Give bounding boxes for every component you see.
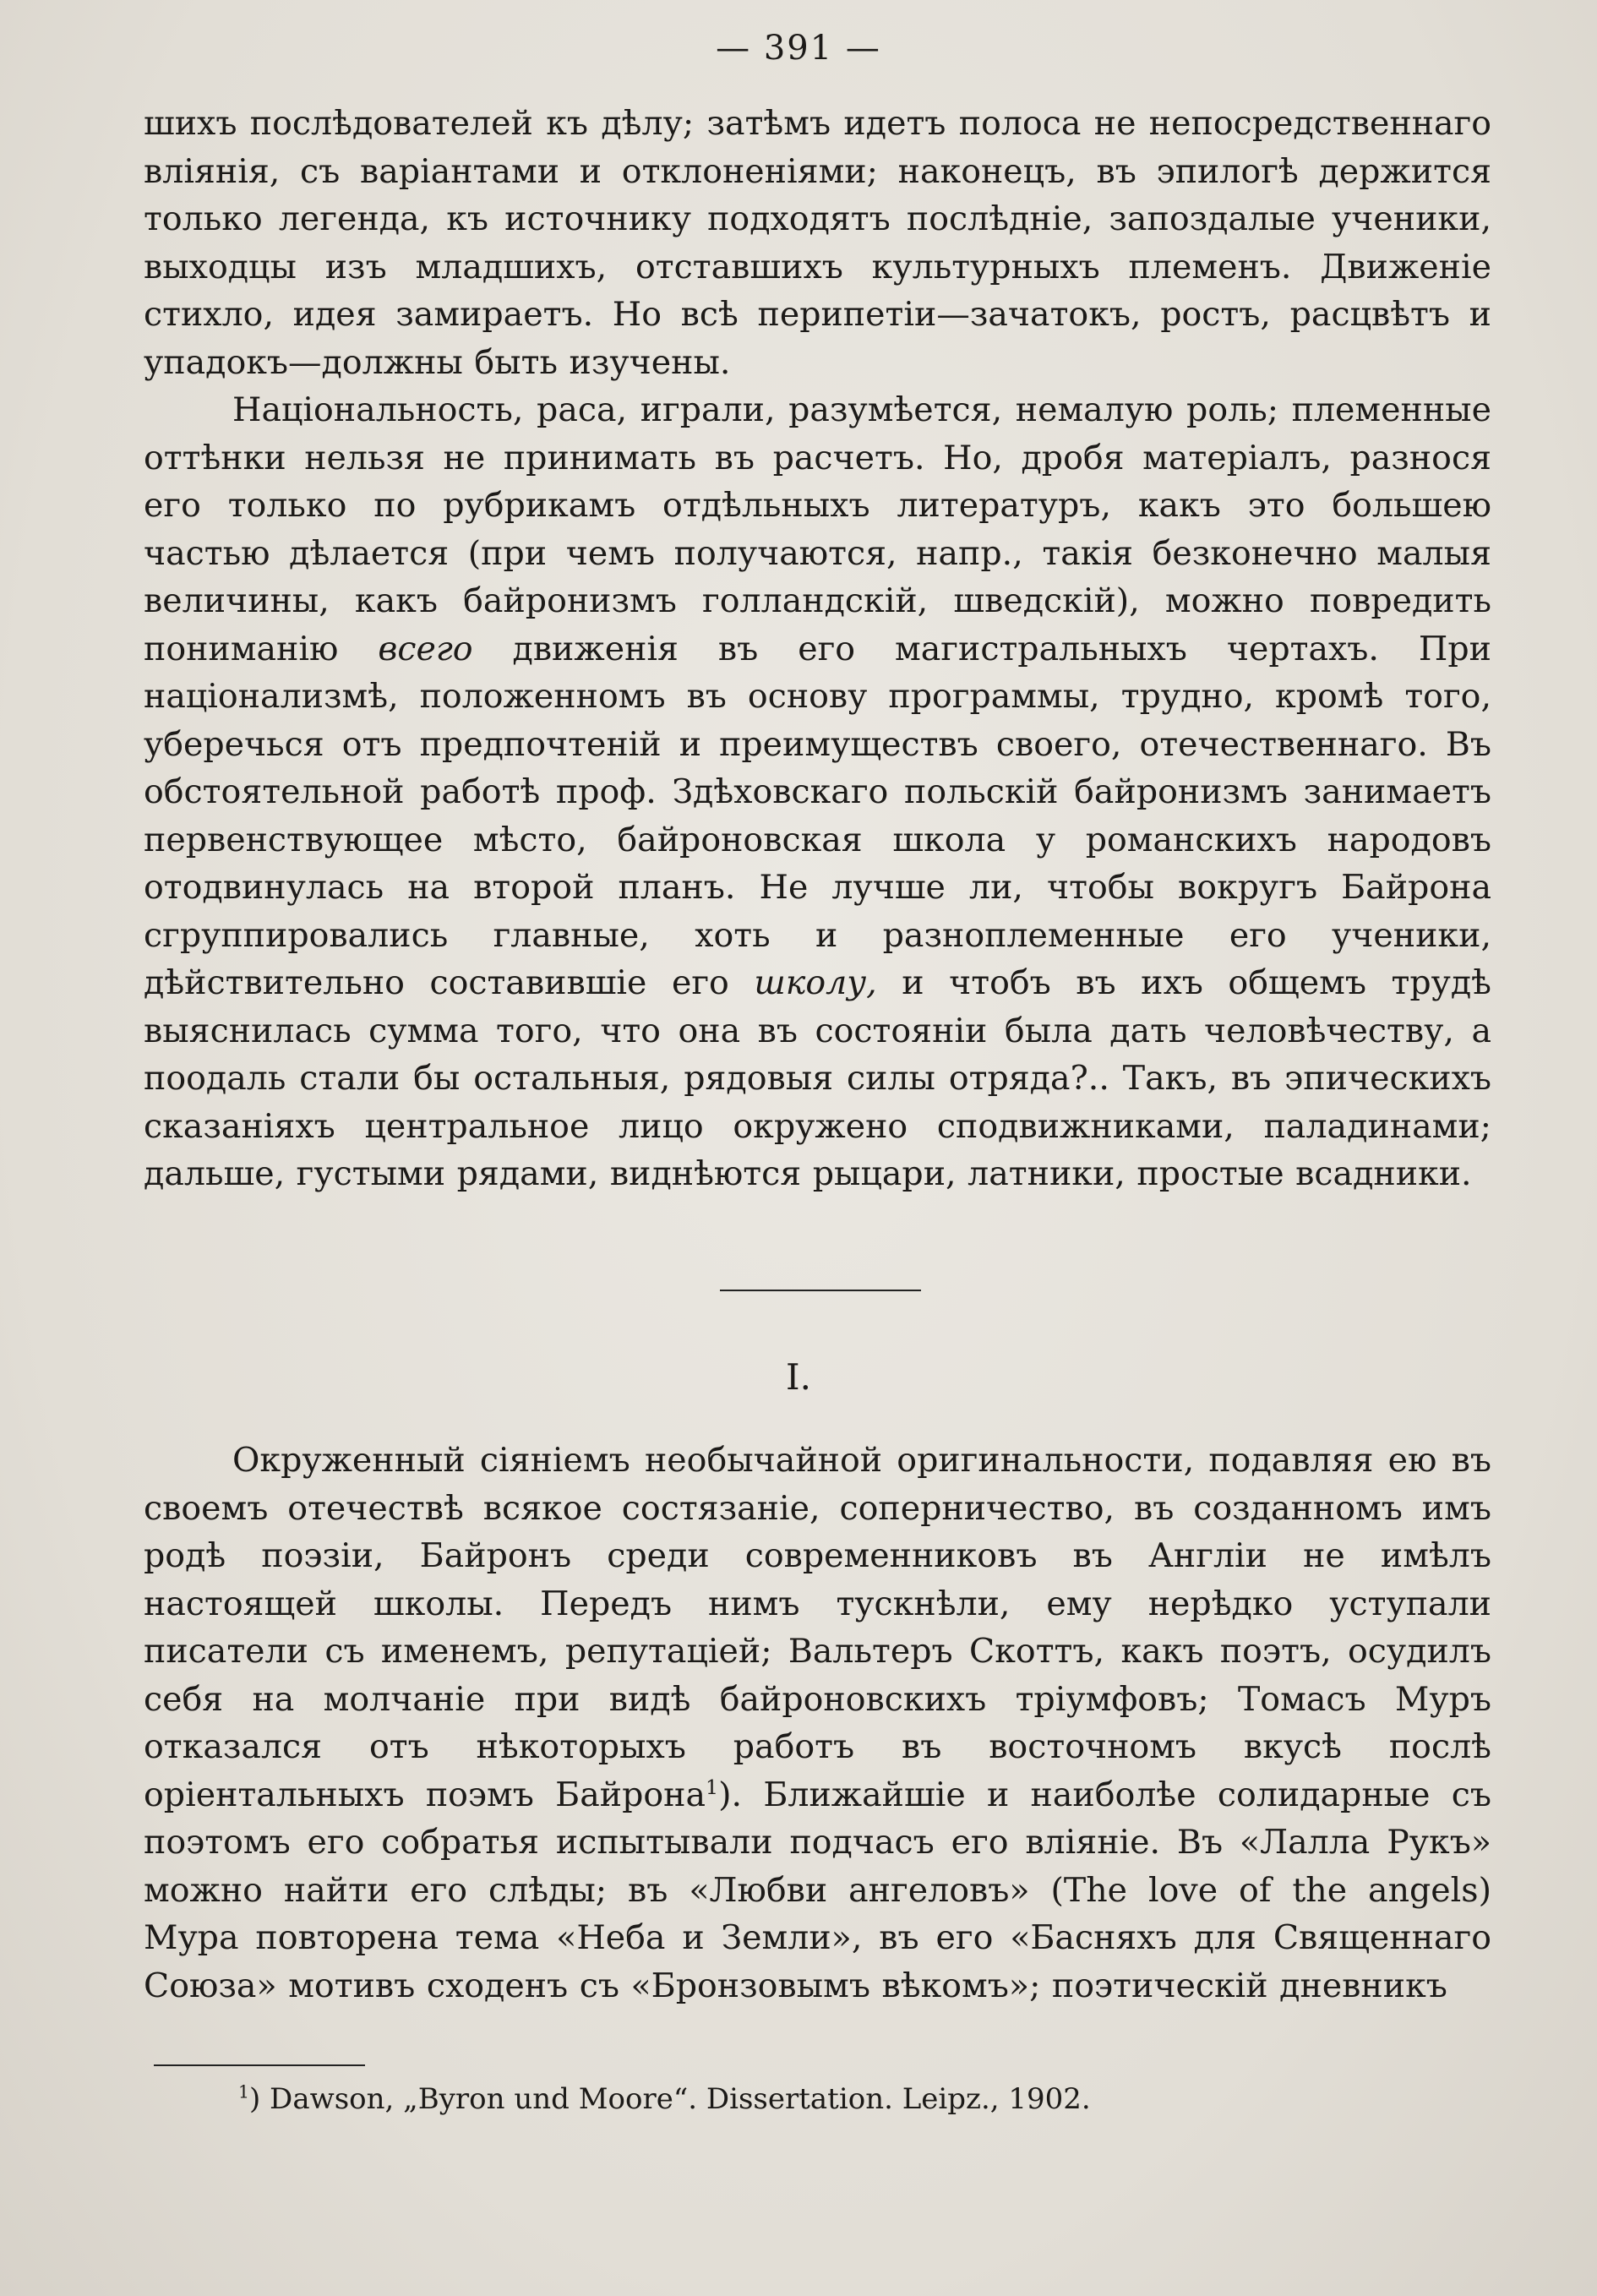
footnote <box>238 2081 1506 2118</box>
paragraph-2-part-a: Національность, раса, играли, разумѣется, немалую роль; племенные оттѣнки нельзя не принимать въ расчетъ. Но, дробя матеріалъ, разнося его только по рубрикамъ отдѣльныхъ литературъ, какъ это большею частью дѣлается (при чемъ получаются, напр., такія безконечно малыя величины, какъ байронизмъ голландскій, шведскій), можно повредить пониманію <box>144 390 1491 668</box>
section-paragraph-part-b: ). Ближайшіе и наиболѣе солидарные съ поэтомъ его собратья испытывали подчасъ его вліяніе. Въ «Лалла Рукъ» можно найти его слѣды; въ «Любви ангеловъ» (The love of the angels) Мура повторена тема «Неба и Земли», въ его «Басняхъ для Священнаго Союза» мотивъ сходенъ съ «Бронзовымъ вѣкомъ»; поэтическій дневникъ <box>144 1775 1491 2005</box>
intro-text <box>144 100 1491 1198</box>
section-divider <box>720 1290 921 1291</box>
footnote-marker: 1 <box>238 2081 249 2102</box>
paragraph-2-part-c: и чтобъ въ ихъ общемъ трудѣ выяснилась сумма того, что она въ состояніи была дать человѣчеству, а поодаль стали бы остальныя, рядовыя силы отряда?.. Такъ, въ эпическихъ сказаніяхъ центральное лицо окружено сподвижниками, паладинами; дальше, густыми рядами, виднѣются рыцари, латники, простые всадники. <box>144 963 1491 1193</box>
section-text <box>144 1437 1491 2010</box>
paragraph-2 <box>144 386 1491 1198</box>
paragraph-2-part-b: движенія въ его магистральныхъ чертахъ. При націонализмѣ, положенномъ въ основу программы, трудно, кромѣ того, уберечься отъ предпочтеній и преимуществъ своего, отечественнаго. Въ обстоятельной работѣ проф. Здѣховскаго польскій байронизмъ занимаетъ первенствующее мѣсто, байроновская школа у романскихъ народовъ отодвинулась на второй планъ. Не лучше ли, чтобы вокругъ Байрона сгруппировались главные, хоть и разноплеменные его ученики, дѣйствительно составившіе его <box>144 629 1491 1002</box>
page-number: — 391 — <box>716 29 881 68</box>
paragraph-1: шихъ послѣдователей къ дѣлу; затѣмъ идетъ полоса не непосредственнаго вліянія, съ варіантами и отклоненіями; наконецъ, въ эпилогѣ держится только легенда, къ источнику подходятъ послѣдніе, запоздалые ученики, выходцы изъ младшихъ, отставшихъ культурныхъ племенъ. Движеніе стихло, идея замираетъ. Но всѣ перипетіи—зачатокъ, ростъ, расцвѣтъ и упадокъ—должны быть изучены. <box>144 104 1491 382</box>
section-paragraph <box>144 1437 1491 2010</box>
section-paragraph-part-a: Окруженный сіяніемъ необычайной оригинальности, подавляя ею въ своемъ отечествѣ всякое состязаніе, соперничество, въ созданномъ имъ родѣ поэзіи, Байронъ среди современниковъ въ Англіи не имѣлъ настоящей школы. Передъ нимъ тускнѣли, ему нерѣдко уступали писатели съ именемъ, репутаціей; Вальтеръ Скоттъ, какъ поэтъ, осудилъ себя на молчаніе при видѣ байроновскихъ тріумфовъ; Томасъ Муръ отказался отъ нѣкоторыхъ работъ въ восточномъ вкусѣ послѣ оріентальныхъ поэмъ Байрона <box>144 1441 1491 1814</box>
emphasis-shkolu: школу, <box>754 963 877 1002</box>
footnote-text: ) Dawson, „Byron und Moore“. Dissertation. Leipz., 1902. <box>248 2082 1091 2116</box>
footnote-divider <box>154 2064 365 2066</box>
emphasis-vsego: всего <box>378 629 473 668</box>
footnote-reference[interactable]: 1 <box>706 1775 719 1799</box>
section-heading: I. <box>786 1356 811 1398</box>
